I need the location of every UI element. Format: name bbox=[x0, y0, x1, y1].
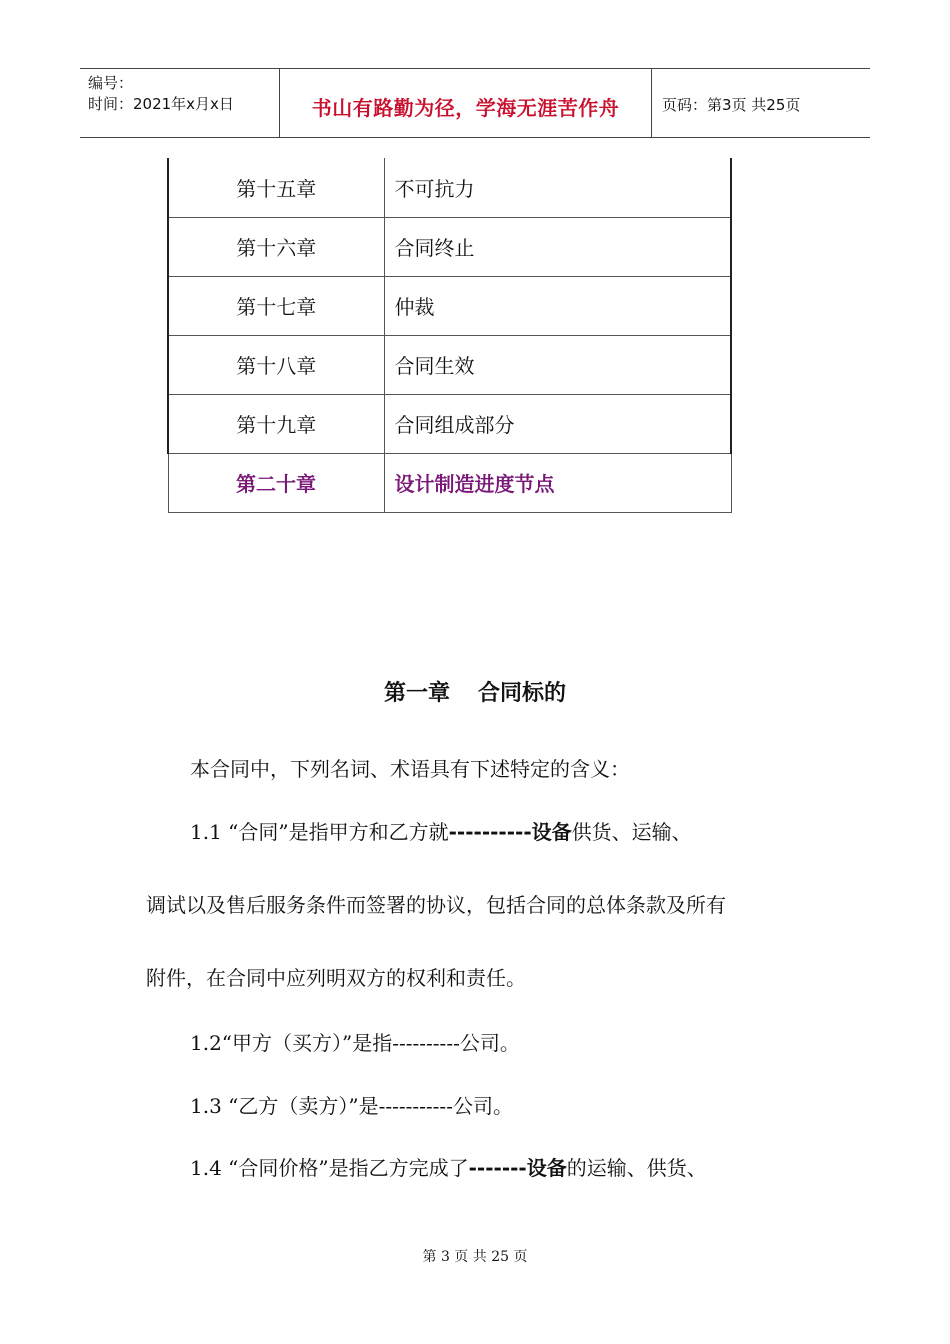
toc-chapter: 第十六章 bbox=[168, 217, 384, 276]
paragraph-text: 1.4 “合同价格”是指乙方完成了 bbox=[190, 1156, 469, 1180]
paragraph-text: 调试以及售后服务条件而签署的协议，包括合同的总体条款及所有 bbox=[146, 893, 726, 917]
toc-title: 合同生效 bbox=[384, 335, 731, 394]
table-row bbox=[168, 217, 731, 276]
toc-chapter: 第十七章 bbox=[168, 276, 384, 335]
chapter-heading bbox=[0, 676, 950, 707]
header-page-info: 页码：第3页 共25页 bbox=[662, 95, 801, 114]
toc-title: 不可抗力 bbox=[384, 158, 731, 217]
bold-term: 设备 bbox=[526, 1156, 567, 1180]
header-motto: 书山有路勤为径，学海无涯苦作舟 bbox=[280, 69, 652, 137]
document-date: 时间：2021年x月x日 bbox=[88, 95, 234, 113]
table-row bbox=[168, 335, 731, 394]
table-row bbox=[168, 276, 731, 335]
document-number-label: 编号： bbox=[88, 74, 134, 92]
paragraph-1-1-line3 bbox=[146, 962, 826, 991]
toc-title: 设计制造进度节点 bbox=[384, 453, 731, 512]
table-of-contents bbox=[167, 158, 732, 513]
paragraph-1-2 bbox=[146, 1027, 870, 1056]
toc-chapter: 第十五章 bbox=[168, 158, 384, 217]
toc-title: 合同组成部分 bbox=[384, 394, 731, 453]
paragraph-text: 本合同中，下列名词、术语具有下述特定的含义： bbox=[190, 757, 630, 781]
bold-term: 设备 bbox=[531, 820, 572, 844]
table-row bbox=[168, 394, 731, 453]
paragraph-text: 1.1 “合同”是指甲方和乙方就 bbox=[190, 820, 449, 844]
paragraph-text: 附件，在合同中应列明双方的权利和责任。 bbox=[146, 966, 526, 990]
paragraph-1-1-line2 bbox=[146, 889, 826, 918]
header-meta bbox=[80, 69, 280, 137]
paragraph-text: 1.2“甲方（买方）”是指----------公司。 bbox=[190, 1031, 520, 1055]
toc-title: 合同终止 bbox=[384, 217, 731, 276]
toc-title: 仲裁 bbox=[384, 276, 731, 335]
paragraph-1-3 bbox=[146, 1090, 870, 1119]
paragraph-1-1 bbox=[146, 816, 870, 845]
chapter-number: 第一章 bbox=[383, 681, 450, 706]
table-row-highlighted bbox=[168, 453, 731, 512]
blank-placeholder: ---------- bbox=[448, 820, 532, 844]
table-row bbox=[168, 158, 731, 217]
toc-chapter: 第十八章 bbox=[168, 335, 384, 394]
paragraph-text: 1.3 “乙方（卖方）”是-----------公司。 bbox=[190, 1094, 513, 1118]
toc-chapter: 第十九章 bbox=[168, 394, 384, 453]
paragraph-1-4 bbox=[146, 1152, 870, 1181]
blank-placeholder: ------- bbox=[468, 1156, 527, 1180]
page-header bbox=[80, 68, 870, 138]
chapter-name: 合同标的 bbox=[478, 681, 567, 706]
paragraph-text: 的运输、供货、 bbox=[566, 1156, 707, 1180]
page-footer: 第 3 页 共 25 页 bbox=[422, 1249, 528, 1265]
toc-chapter: 第二十章 bbox=[168, 453, 384, 512]
paragraph-text: 供货、运输、 bbox=[571, 820, 692, 844]
paragraph-intro bbox=[146, 753, 870, 782]
